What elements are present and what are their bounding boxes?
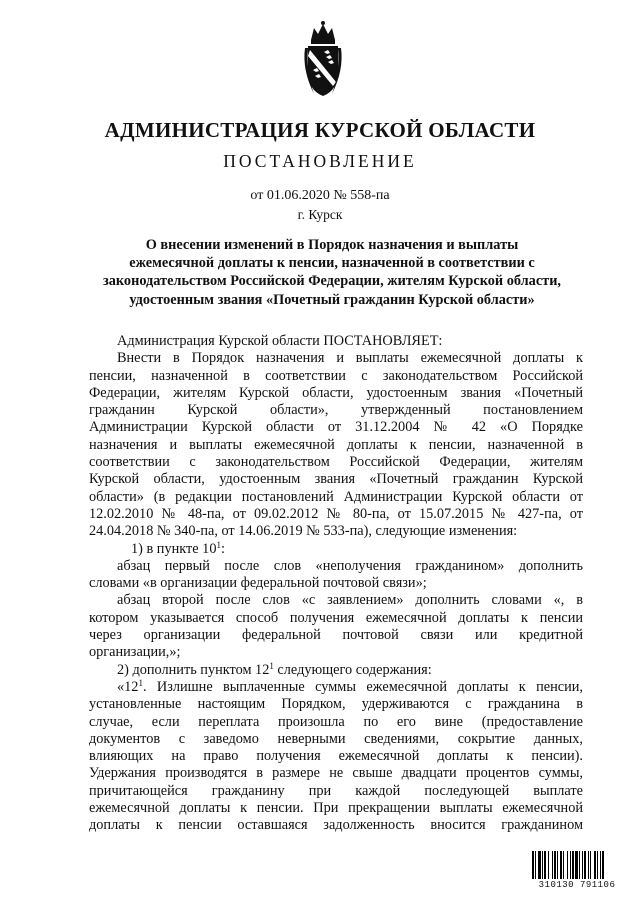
para-line: влияющих на право получения ежемесячной доплаты к пенсии). [89, 748, 583, 765]
quote-sup: 1 [138, 678, 143, 688]
organization-name: АДМИНИСТРАЦИЯ КУРСКОЙ ОБЛАСТИ [104, 118, 536, 142]
barcode-bars [532, 851, 622, 879]
para-line: словами «в организации федеральной почтовой связи»; [89, 575, 427, 592]
para-line: котором указывается способ получения ежемесячной доплаты к пенсии [89, 609, 583, 626]
barcode-number: 310130 791106 [538, 880, 616, 890]
para-line: области» (в редакции постановлений Администрации Курской области от [89, 488, 583, 505]
para-line: пенсии, назначенной в соответствии с законодательством Российской [89, 367, 583, 384]
quote-rest: . Излишне выплаченные суммы ежемесячной доплаты к пенсии, [142, 678, 583, 695]
item-1-text: 1) в пункте 10 [131, 540, 217, 557]
title-line: удостоенным звания «Почетный гражданин Курской области» [129, 291, 535, 308]
para-line: доплаты к пенсии оставшаяся задолженность вносится гражданином [89, 817, 583, 834]
document-body [89, 333, 583, 835]
coat-of-arms-icon [302, 20, 344, 100]
city: г. Курск [297, 207, 343, 222]
para-line: гражданин Курской области», утвержденный постановлением [89, 402, 583, 419]
para-line: причитающейся гражданину при каждой последующей выплате [89, 782, 583, 799]
date-number: от 01.06.2020 № 558-па [250, 188, 390, 203]
para-line: Федерации, жителям Курской области, удостоенным звания «Почетный [89, 384, 583, 401]
item-2-text: 2) дополнить пунктом 12 [117, 661, 270, 678]
item-1-sup: 1 [216, 539, 221, 550]
para-line: соответствии с законодательством Российской Федерации, жителям [89, 454, 583, 471]
title-line: ежемесячной доплаты к пенсии, назначенной в соответствии с [129, 255, 535, 272]
item-1-suffix: : [220, 540, 225, 557]
para-line: назначения и выплаты ежемесячной доплаты к пенсии, назначенной в [89, 436, 583, 453]
para-line: 24.04.2018 № 340-па, от 14.06.2019 № 533-па), следующие изменения: [89, 523, 518, 540]
para-line: ежемесячной доплаты к пенсии. При прекращении выплаты ежемесячной [89, 800, 583, 817]
quote-first-line [89, 679, 583, 696]
para-line: Удержания производятся в размере не свыше двадцати процентов суммы, [89, 765, 583, 782]
quote-prefix: «12 [117, 678, 139, 695]
title-line: О внесении изменений в Порядок назначения и выплаты [145, 237, 519, 253]
para-line: Внести в Порядок назначения и выплаты ежемесячной доплаты к [117, 350, 583, 367]
para-line: абзац первый после слов «неполучения гражданином» дополнить [117, 557, 583, 574]
para-line: абзац второй после слов «с заявлением» дополнить словами «, в [117, 592, 583, 609]
item-2 [89, 662, 583, 679]
para-line: документов с заведомо неверными сведениями, сокрытие данных, [89, 730, 583, 747]
para-line: 12.02.2010 № 48-па, от 09.02.2012 № 80-па, от 15.07.2015 № 427-па, от [89, 505, 583, 522]
para-line: установленные настоящим Порядком, удерживаются с гражданина в [89, 696, 583, 713]
para-line: случае, если переплата произошла по его вине (предоставление [89, 713, 583, 730]
para-line: Курской области, удостоенным звания «Почетный гражданин Курской [89, 471, 583, 488]
item-2-suffix: следующего содержания: [273, 661, 432, 678]
document-type: ПОСТАНОВЛЕНИЕ [223, 151, 417, 171]
barcode [532, 851, 622, 891]
para-line: Администрации Курской области от 31.12.2004 № 42 «О Порядке [89, 419, 583, 436]
item-2-sup: 1 [269, 660, 274, 671]
title-line: законодательством Российской Федерации, жителям Курской области, [102, 273, 562, 290]
item-1 [89, 541, 583, 558]
document-title [82, 236, 582, 309]
intro-line: Администрация Курской области ПОСТАНОВЛЯЕТ: [117, 333, 443, 349]
para-line: организации,»; [89, 644, 181, 661]
para-line: через организации федеральной почтовой связи или кредитной [89, 627, 583, 644]
